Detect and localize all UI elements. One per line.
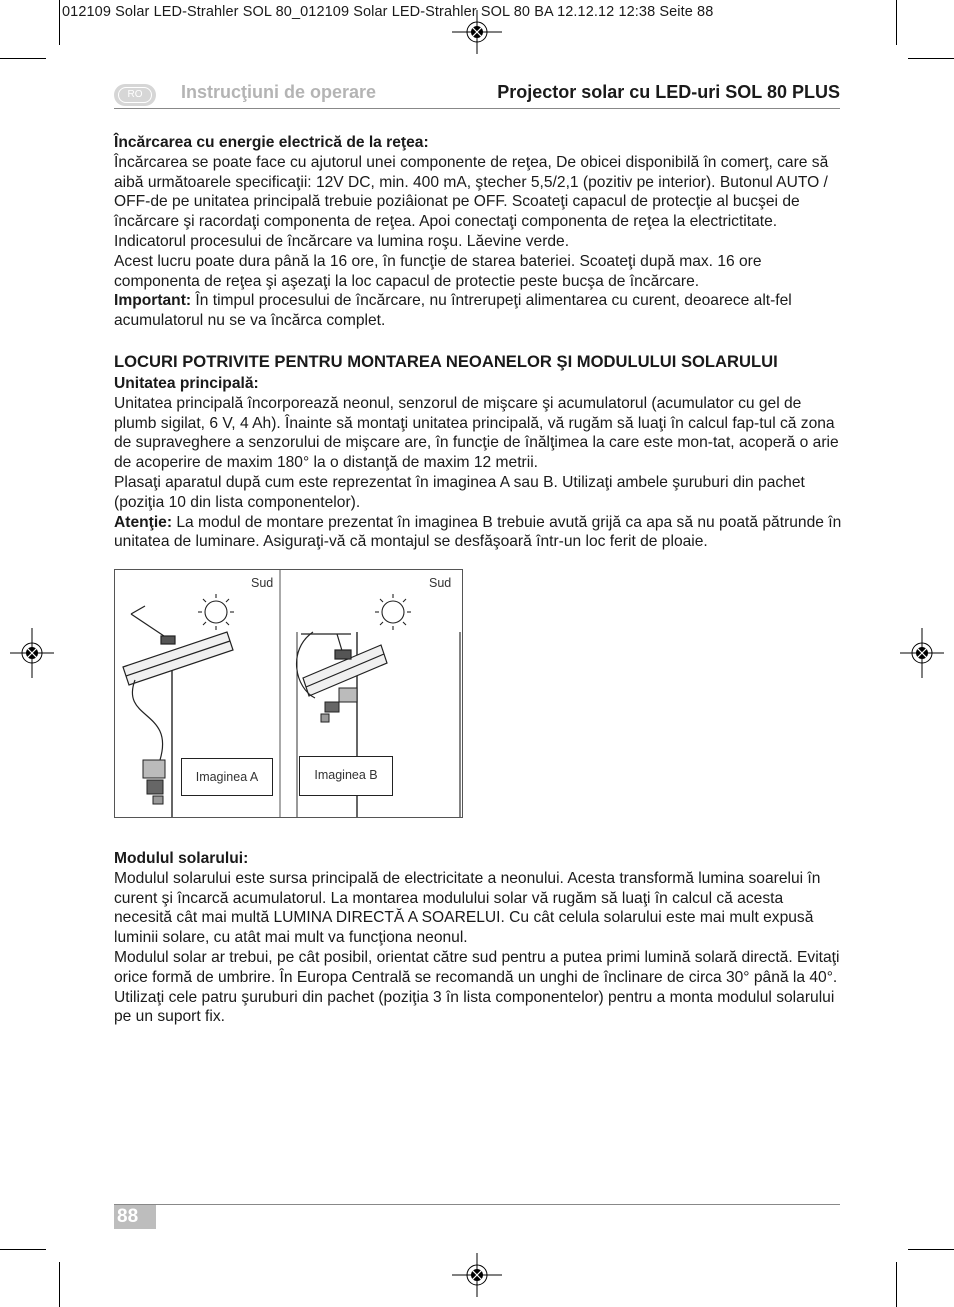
registration-mark-right-icon bbox=[900, 628, 944, 678]
header-divider bbox=[114, 108, 840, 109]
footer-divider bbox=[114, 1204, 840, 1205]
registration-mark-bottom-icon bbox=[452, 1253, 502, 1297]
registration-mark-left-icon bbox=[10, 628, 54, 678]
solar-text: Modulul solarului este sursa principală de electricitate a neonului. Acesta transformă lumina soarelui în curent şi încarcă acumulatorul. La montarea modulului solar vă rugăm să luaţi în calcul că acesta necesită cât mai multă LUMINA DIRECTĂ A SOARELUI. Cu cât celula solarului este mai mult expusă luminii solare, cu atât mai mult va funcţiona neonul. bbox=[114, 869, 821, 947]
south-label-right: Sud bbox=[429, 576, 452, 590]
page-number: 88 bbox=[114, 1205, 156, 1229]
solar-panel-right bbox=[301, 634, 387, 696]
south-label-left: Sud bbox=[251, 576, 274, 590]
image-a-label: Imaginea A bbox=[181, 758, 273, 796]
section-label: Instrucţiuni de operare bbox=[181, 82, 377, 102]
sun-icon-left bbox=[198, 594, 234, 630]
sun-icon-right bbox=[375, 594, 411, 630]
mounting-title: LOCURI POTRIVITE PENTRU MONTAREA NEOANELOR ŞI MODULULUI SOLARULUI bbox=[114, 352, 778, 371]
unit-text-2: Plasaţi aparatul după cum este reprezentat în imaginea A sau B. Utilizaţi ambele şuruburi din pachet (poziţia 10 din lista componentelor). bbox=[114, 473, 805, 511]
registration-mark-top-icon bbox=[452, 10, 502, 54]
important-label: Important: bbox=[114, 292, 192, 310]
print-slug: 012109 Solar LED-Strahler SOL 80_012109 Solar LED-Strahler SOL 80 BA 12.12.12 12:38 Seite 88 bbox=[62, 4, 714, 20]
attention-text: La modul de montare prezentat în imaginea B trebuie avută grijă ca apa să nu poată pătrunde în unitatea de luminare. Asiguraţi-vă că montajul se desfăşoară într-un loc ferit de ploaie. bbox=[114, 513, 842, 551]
solar-section bbox=[114, 849, 842, 1027]
solar-text-2: Modulul solar ar trebui, pe cât posibil, orientat către sud pentru a putea primi lumină solară directă. Evitaţi orice formă de umbrire. În Europa Centrală se recomandă un unghi de înclinare de circa 30° până la 40°. Utilizaţi cele patru şuruburi din pachet (poziţia 3 în lista componentelor) pentru a monta modulul solarului pe un suport fix. bbox=[114, 948, 840, 1026]
mounting-figure bbox=[114, 569, 463, 818]
unit-text: Unitatea principală încorporează neonul, senzorul de mişcare şi acumulatorul (acumulator cu gel de plumb sigilat, 6 V, 4 Ah). Înainte să montaţi unitatea principală, vă rugăm să luaţi în calcul fap-tul că zona de supraveghere a senzorului de mişcare are, în funcţie de înălţimea la care este mon-tat, acoperă o arie de acoperire de maxim 180° la o distanţă de maxim 12 metrii. bbox=[114, 394, 839, 472]
charging-text: Încărcarea se poate face cu ajutorul unei componente de reţea, De obicei disponibilă în comerţ, care să aibă următoarele specificaţii: 12V DC, min. 400 mA, ştecher 5,5/2,1 (pozitiv pe interior). Butonul AUTO / OFF-de pe unitatea principală trebuie poziâionat pe OFF. Scoateţi capacul de protecţie al bucşei de încărcare şi racordaţi componenta de reţea. Apoi conectaţi componenta de reţea la electrictitate. Indicatorul procesului de încărcare va lumina roşu. Lăevine verde. bbox=[114, 153, 829, 250]
charging-section bbox=[114, 133, 842, 331]
charging-text-2: Acest lucru poate dura până la 16 ore, în funcţie de starea bateriei. Scoateţi după max. 16 ore componenta de reţea şi aşezaţi la loc capacul de protectie peste bucşa de încărcare. bbox=[114, 252, 762, 290]
solar-panel-left bbox=[123, 606, 233, 685]
mounting-illustration bbox=[115, 570, 462, 817]
unit-heading: Unitatea principală: bbox=[114, 375, 259, 392]
mounting-section bbox=[114, 374, 842, 552]
language-code: RO bbox=[118, 87, 152, 103]
solar-heading: Modulul solarului: bbox=[114, 850, 249, 867]
charging-heading: Încărcarea cu energie electrică de la reţea: bbox=[114, 134, 429, 151]
page-title: Projector solar cu LED-uri SOL 80 PLUS bbox=[497, 82, 840, 102]
lamp-right bbox=[321, 688, 357, 722]
image-b-label: Imaginea B bbox=[299, 756, 393, 796]
important-text: În timpul procesului de încărcare, nu întrerupeţi alimentarea cu curent, deoarece alt-fel acumulatorul nu se va încărca complet. bbox=[114, 292, 792, 330]
lamp-left bbox=[143, 760, 165, 804]
attention-label: Atenţie: bbox=[114, 513, 173, 531]
